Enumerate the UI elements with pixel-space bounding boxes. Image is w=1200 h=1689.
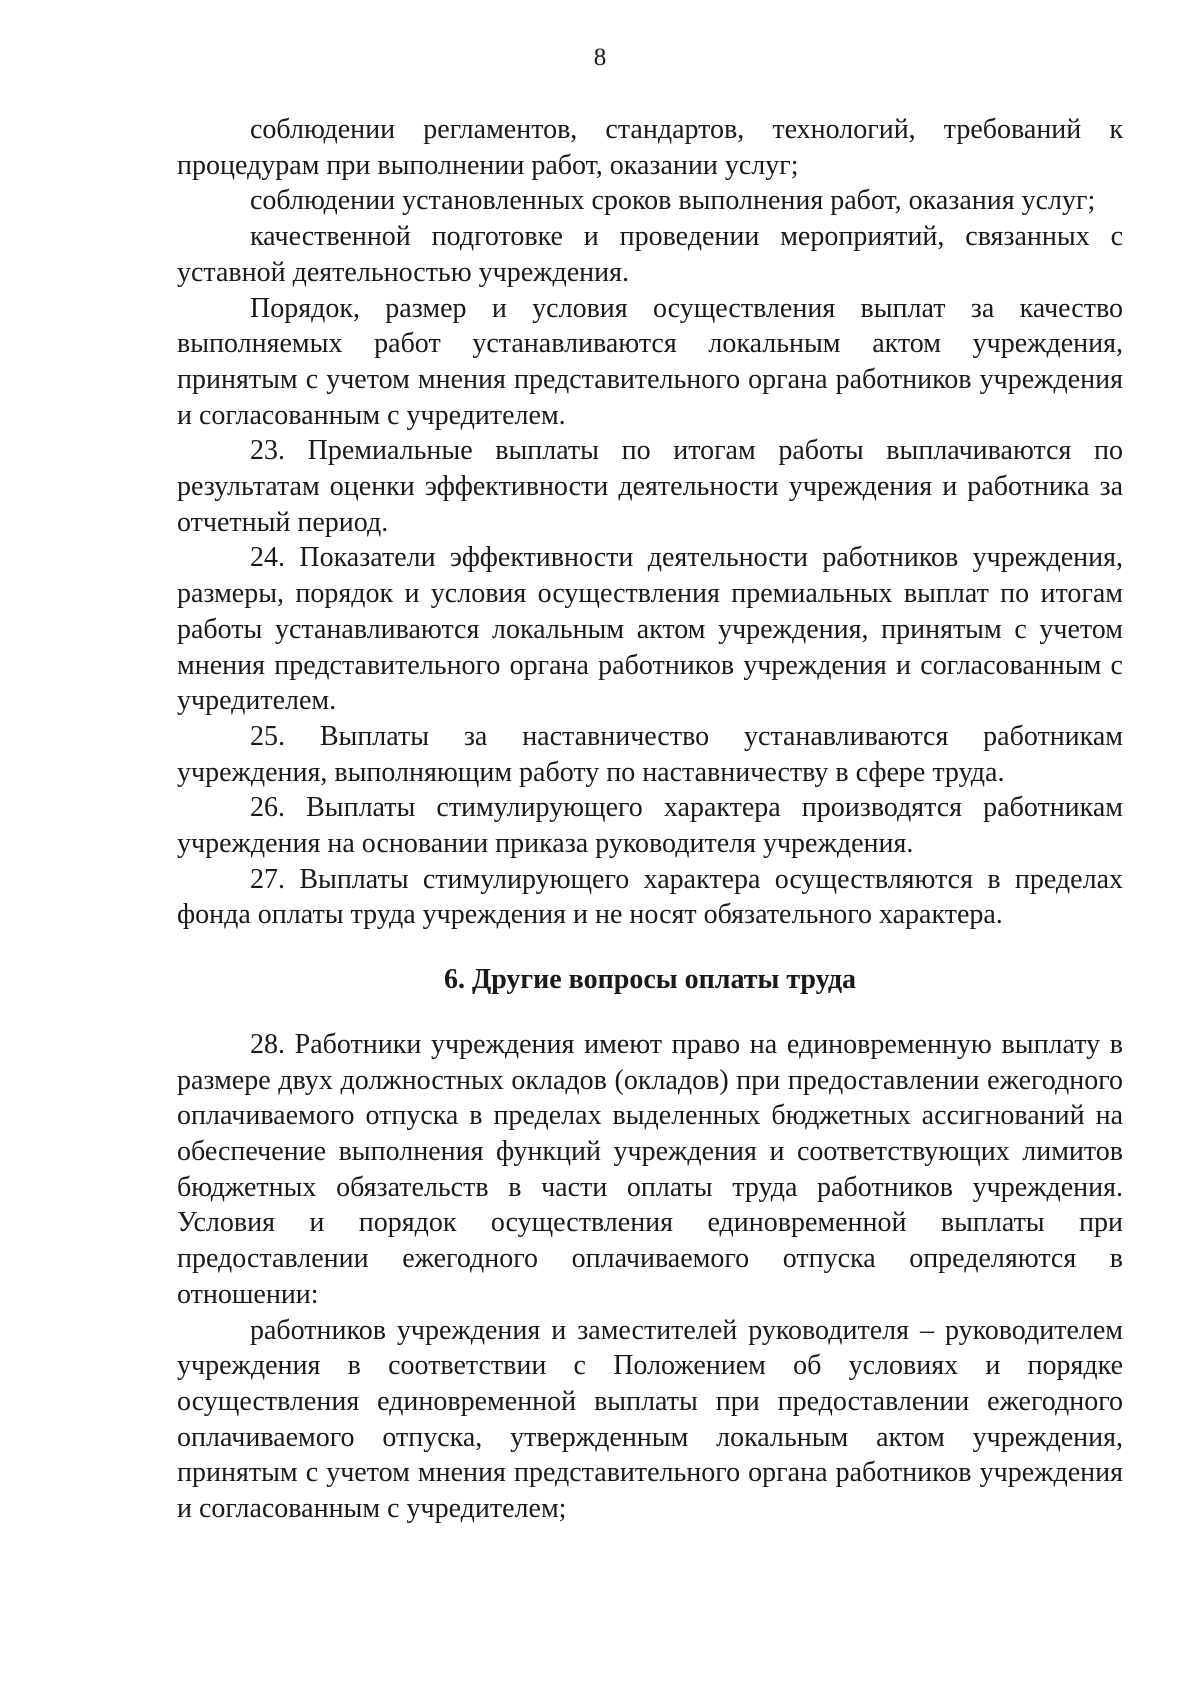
paragraph-employees-deputies: работников учреждения и заместителей руководителя – руководителем учреждения в соответствии с Положением об условиях и порядке осуществления единовременной выплаты при предоставлении ежегодного оплачиваемого отпуска, утвержденным локальным актом учреждения, принятым с учетом мнения представительного органа работников учреждения и согласованным с учредителем; xyxy=(177,1314,1123,1525)
section-heading: 6. Другие вопросы оплаты труда xyxy=(443,964,857,996)
paragraph-item-28: 28. Работники учреждения имеют право на единовременную выплату в размере двух должностных окладов (окладов) при предоставлении ежегодного оплачиваемого отпуска в пределах выделенных бюджетных ассигнований на обеспечение выполнения функций учреждения и соответствующих лимитов бюджетных обязательств в части оплаты труда работников учреждения. Условия и порядок осуществления единовременной выплаты при предоставлении ежегодного оплачиваемого отпуска определяются в отношении: xyxy=(177,1028,1123,1310)
document-body xyxy=(177,112,1123,1527)
paragraph-item-23: 23. Премиальные выплаты по итогам работы выплачиваются по результатам оценки эффективности деятельности учреждения и работника за отчетный период. xyxy=(177,435,1123,538)
paragraph-quality-payments: Порядок, размер и условия осуществления выплат за качество выполняемых работ устанавливаются локальным актом учреждения, принятым с учетом мнения представительного органа работников учреждения и согласованным с учредителем. xyxy=(177,292,1123,431)
paragraph-events: качественной подготовке и проведении мероприятий, связанных с уставной деятельностью учреждения. xyxy=(177,221,1123,288)
paragraph-item-27: 27. Выплаты стимулирующего характера осуществляются в пределах фонда оплаты труда учреждения и не носят обязательного характера. xyxy=(177,863,1123,931)
paragraph-item-26: 26. Выплаты стимулирующего характера производятся работникам учреждения на основании приказа руководителя учреждения. xyxy=(177,792,1123,860)
paragraph-item-25: 25. Выплаты за наставничество устанавливаются работникам учреждения, выполняющим работу по наставничеству в сфере труда. xyxy=(177,720,1123,788)
paragraph-deadlines: соблюдении установленных сроков выполнения работ, оказания услуг; xyxy=(250,185,1096,217)
paragraph-regulations: соблюдении регламентов, стандартов, технологий, требований к процедурам при выполнении работ, оказании услуг; xyxy=(177,114,1123,181)
paragraph-item-24: 24. Показатели эффективности деятельности работников учреждения, размеры, порядок и условия осуществления премиальных выплат по итогам работы устанавливаются локальным актом учреждения, принятым с учетом мнения представительного органа работников учреждения и согласованным с учредителем. xyxy=(177,542,1123,717)
page-number: 8 xyxy=(593,44,607,71)
